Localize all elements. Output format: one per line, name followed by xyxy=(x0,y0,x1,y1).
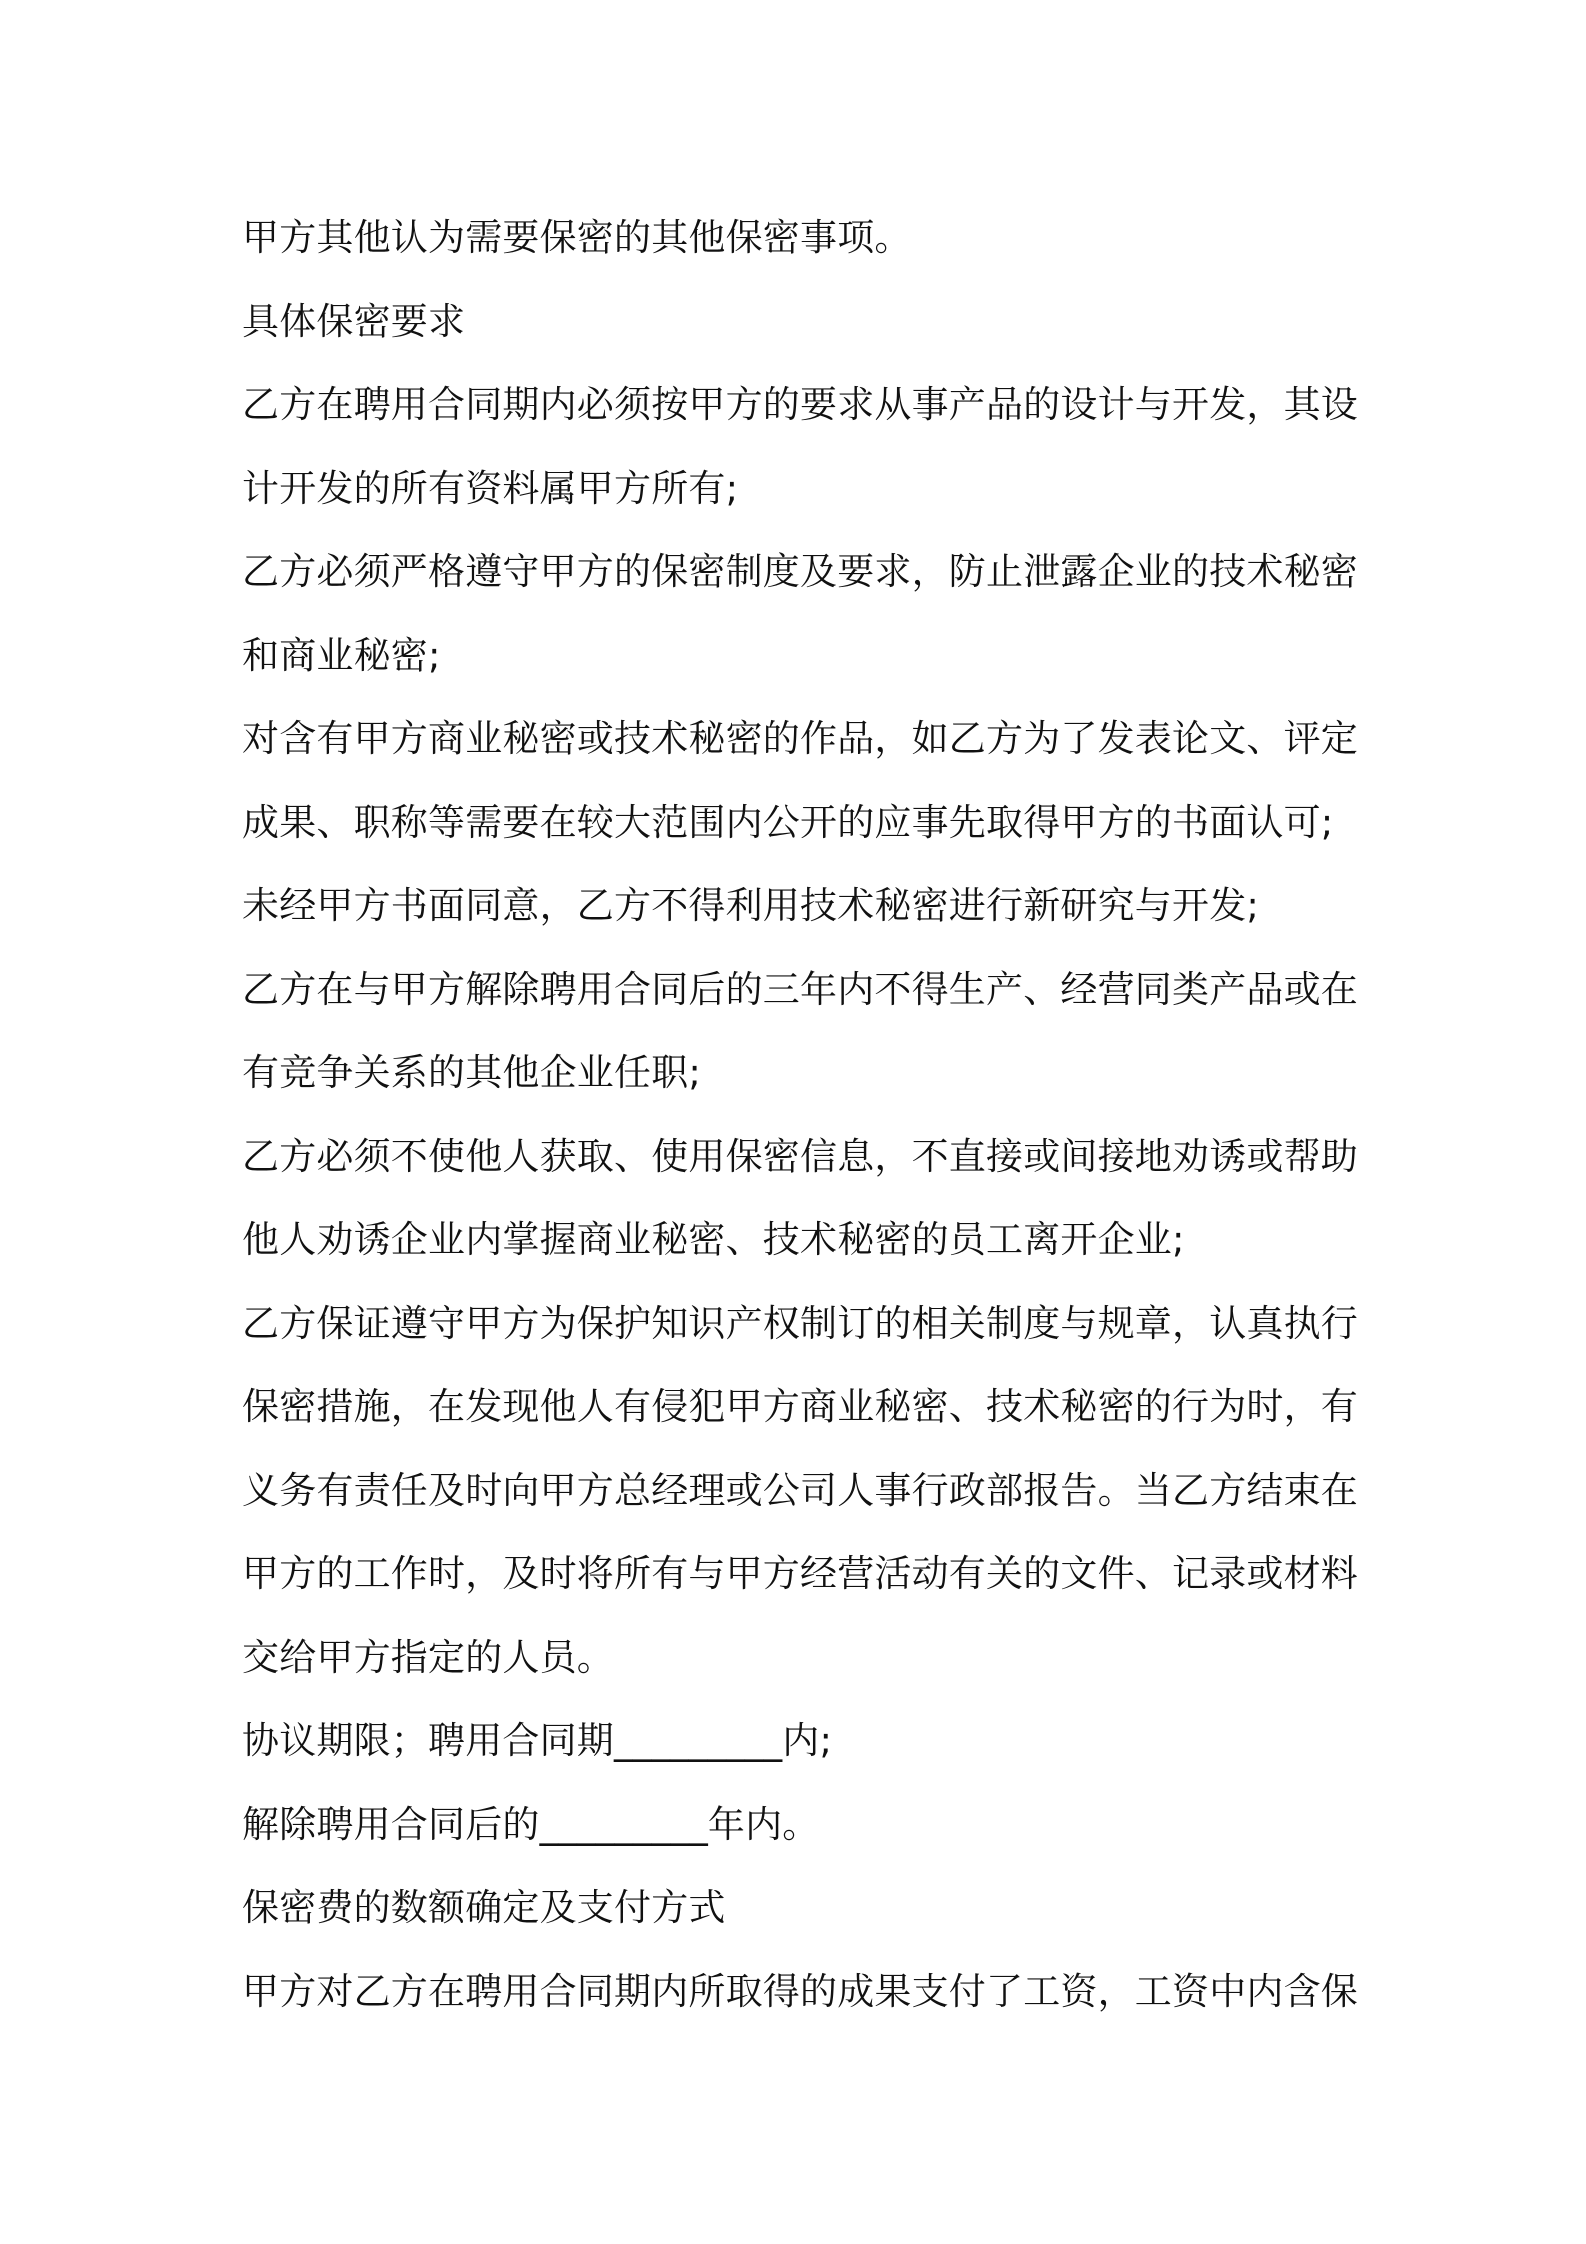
text-line: 乙方保证遵守甲方为保护知识产权制订的相关制度与规章，认真执行 xyxy=(242,1301,1358,1345)
section-heading: 具体保密要求 xyxy=(242,299,466,343)
document-body xyxy=(242,196,1362,2033)
text-line: 未经甲方书面同意，乙方不得利用技术秘密进行新研究与开发; xyxy=(242,884,1260,927)
text-line: 成果、职称等需要在较大范围内公开的应事先取得甲方的书面认可; xyxy=(242,800,1334,844)
text-line: 乙方必须严格遵守甲方的保密制度及要求，防止泄露企业的技术秘密 xyxy=(242,550,1358,593)
text-line: 和商业秘密; xyxy=(242,633,441,677)
text-line: 甲方对乙方在聘用合同期内所取得的成果支付了工资，工资中内含保 xyxy=(242,1969,1358,2013)
text-line: 义务有责任及时向甲方总经理或公司人事行政部报告。当乙方结束在 xyxy=(242,1468,1358,1512)
text-line: 乙方必须不使他人获取、使用保密信息，不直接或间接地劝诱或帮助 xyxy=(242,1134,1358,1178)
text-line: 计开发的所有资料属甲方所有; xyxy=(242,466,739,510)
text-line: 乙方在聘用合同期内必须按甲方的要求从事产品的设计与开发，其设 xyxy=(242,383,1358,426)
agreement-term-line: 协议期限；聘用合同期_________内; xyxy=(242,1719,833,1762)
text-line: 保密措施，在发现他人有侵犯甲方商业秘密、技术秘密的行为时，有 xyxy=(242,1385,1358,1428)
text-line: 甲方的工作时，及时将所有与甲方经营活动有关的文件、记录或材料 xyxy=(242,1552,1358,1595)
section-heading: 保密费的数额确定及支付方式 xyxy=(242,1886,726,1929)
text-line: 甲方其他认为需要保密的其他保密事项。 xyxy=(242,216,912,259)
text-line: 交给甲方指定的人员。 xyxy=(242,1635,614,1679)
post-termination-term-line: 解除聘用合同后的_________年内。 xyxy=(242,1802,820,1846)
text-line: 他人劝诱企业内掌握商业秘密、技术秘密的员工离开企业; xyxy=(242,1218,1185,1261)
text-line: 乙方在与甲方解除聘用合同后的三年内不得生产、经营同类产品或在 xyxy=(242,967,1358,1011)
text-line: 有竞争关系的其他企业任职; xyxy=(242,1051,702,1094)
text-line: 对含有甲方商业秘密或技术秘密的作品，如乙方为了发表论文、评定 xyxy=(242,717,1358,760)
